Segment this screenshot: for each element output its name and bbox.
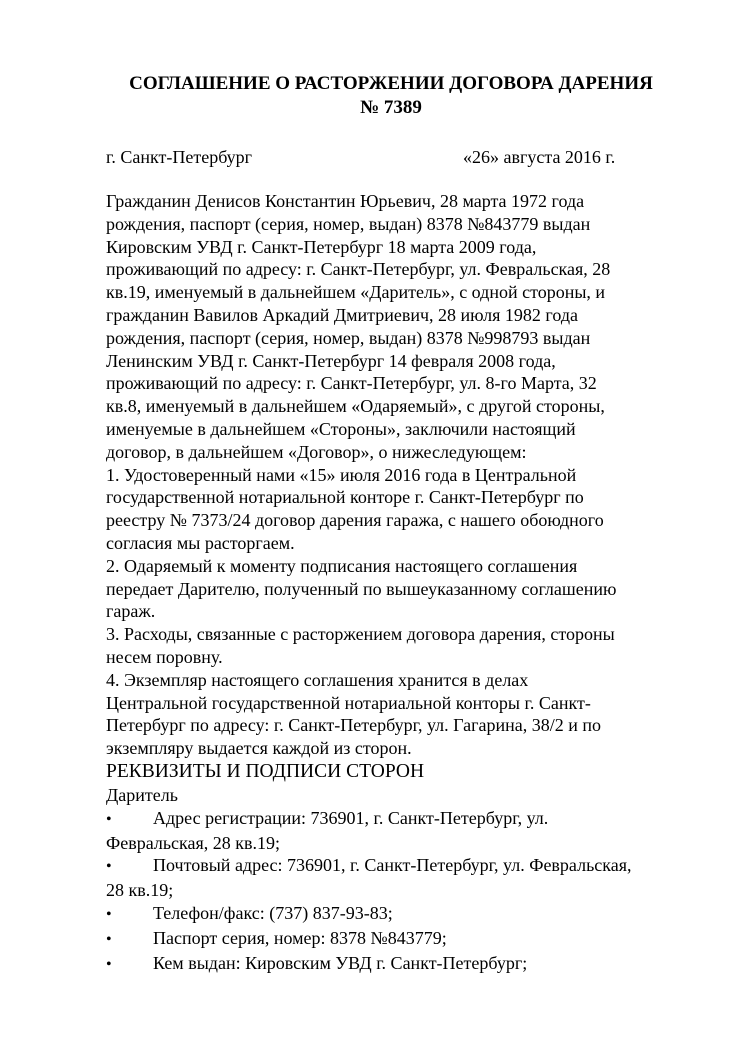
- clause-line: Петербург по адресу: г. Санкт-Петербург, ул. Гагарина, 38/2 и по: [106, 715, 601, 736]
- donor-registration-address: Адрес регистрации: 736901, г. Санкт-Петербург, ул.: [153, 807, 549, 828]
- document-title: СОГЛАШЕНИЕ О РАСТОРЖЕНИИ ДОГОВОРА ДАРЕНИЯ: [129, 73, 653, 94]
- clause-3: [106, 623, 706, 669]
- donor-postal-address-cont: 28 кв.19;: [106, 880, 174, 901]
- clause-line: 4. Экземпляр настоящего соглашения хранится в делах: [106, 669, 529, 690]
- donor-label: Даритель: [106, 784, 178, 805]
- list-item: [106, 854, 706, 902]
- document-number: № 7389: [360, 97, 422, 118]
- clause-line: несем поровну.: [106, 646, 223, 667]
- donor-phone: Телефон/факс: (737) 837-93-83;: [153, 902, 393, 923]
- donor-details-list: [106, 807, 706, 977]
- intro-line: именуемые в дальнейшем «Стороны», заключили настоящий: [106, 418, 576, 439]
- clause-line: 3. Расходы, связанные с расторжением договора дарения, стороны: [106, 624, 615, 645]
- intro-line: кв.8, именуемый в дальнейшем «Одаряемый», с другой стороны,: [106, 396, 605, 417]
- intro-paragraph: [106, 190, 706, 464]
- intro-line: гражданин Вавилов Аркадий Дмитриевич, 28 июля 1982 года: [106, 304, 578, 325]
- clause-line: Центральной государственной нотариальной конторы г. Санкт-: [106, 692, 591, 713]
- document-place: г. Санкт-Петербург: [106, 147, 253, 167]
- clause-2: [106, 555, 706, 623]
- bullet-icon: •: [106, 955, 112, 973]
- intro-line: проживающий по адресу: г. Санкт-Петербург, ул. 8-го Марта, 32: [106, 373, 597, 394]
- clause-line: согласия мы расторгаем.: [106, 532, 295, 553]
- intro-line: рождения, паспорт (серия, номер, выдан) 8378 №998793 выдан: [106, 327, 591, 348]
- list-item: [106, 807, 706, 855]
- document-body: [106, 190, 706, 976]
- donor-registration-address-cont: Февральская, 28 кв.19;: [106, 832, 281, 853]
- clause-line: гараж.: [106, 601, 156, 622]
- list-item: [106, 902, 706, 927]
- document-date: «26» августа 2016 г.: [463, 147, 616, 167]
- clause-line: государственной нотариальной конторе г. Санкт-Петербург по: [106, 487, 584, 508]
- intro-line: рождения, паспорт (серия, номер, выдан) 8378 №843779 выдан: [106, 213, 591, 234]
- intro-line: кв.19, именуемый в дальнейшем «Даритель», с одной стороны, и: [106, 282, 606, 303]
- requisites-heading: РЕКВИЗИТЫ И ПОДПИСИ СТОРОН: [106, 760, 425, 782]
- clause-1: [106, 464, 706, 555]
- clause-line: передает Дарителю, полученный по вышеуказанному соглашению: [106, 578, 617, 599]
- donor-passport: Паспорт серия, номер: 8378 №843779;: [153, 927, 447, 948]
- intro-line: Ленинским УВД г. Санкт-Петербург 14 февраля 2008 года,: [106, 350, 556, 371]
- bullet-icon: •: [106, 810, 112, 828]
- intro-line: Гражданин Денисов Константин Юрьевич, 28 марта 1972 года: [106, 191, 585, 211]
- clause-4: [106, 669, 706, 760]
- clause-line: 2. Одаряемый к моменту подписания настоящего соглашения: [106, 555, 578, 576]
- bullet-icon: •: [106, 905, 112, 923]
- donor-postal-address: Почтовый адрес: 736901, г. Санкт-Петербург, ул. Февральская,: [153, 855, 632, 876]
- clause-line: реестру № 7373/24 договор дарения гаража, с нашего обоюдного: [106, 510, 604, 531]
- intro-line: проживающий по адресу: г. Санкт-Петербург, ул. Февральская, 28: [106, 259, 611, 280]
- list-item: [106, 952, 706, 977]
- clause-line: 1. Удостоверенный нами «15» июля 2016 года в Центральной: [106, 464, 577, 485]
- bullet-icon: •: [106, 930, 112, 948]
- clause-line: экземпляру выдается каждой из сторон.: [106, 738, 412, 759]
- intro-line: Кировским УВД г. Санкт-Петербург 18 марта 2009 года,: [106, 236, 537, 257]
- intro-line: договор, в дальнейшем «Договор», о нижеследующем:: [106, 441, 527, 462]
- bullet-icon: •: [106, 858, 112, 876]
- donor-issued-by: Кем выдан: Кировским УВД г. Санкт-Петербург;: [153, 952, 528, 973]
- list-item: [106, 927, 706, 952]
